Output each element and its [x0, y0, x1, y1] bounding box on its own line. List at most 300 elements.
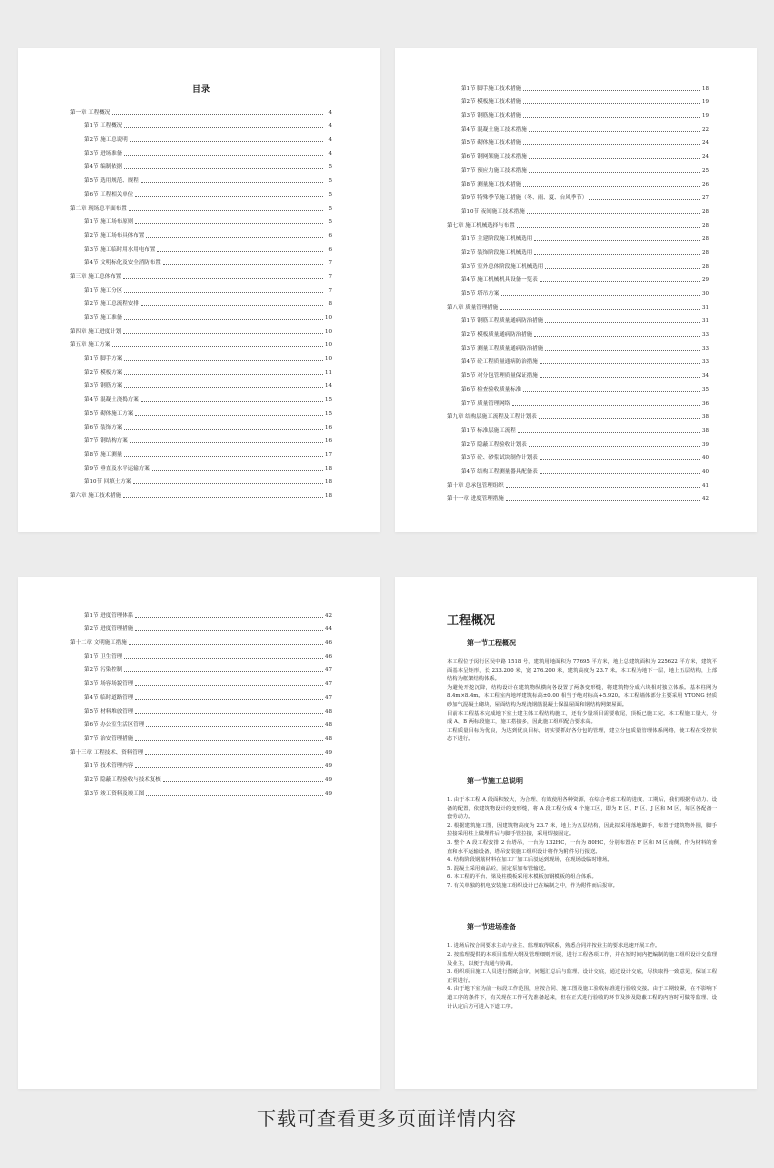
toc-entry [447, 393, 709, 407]
toc-entry-label: 第1节 标准层施工流程 [461, 427, 516, 434]
toc-leader-dots [146, 795, 323, 796]
toc-entry-label: 第3节 砼、砂浆试块制作计划表 [461, 455, 538, 462]
toc-entry-page: 28 [702, 263, 709, 270]
toc-entry-page: 10 [325, 342, 332, 349]
paragraph: 2. 按监理提供的本项目监理大纲及管理细则开展，进行工程各项工作，并在短时间内把编制的施工组织设计交监理及业主，以便于沟通与协调。 [447, 952, 717, 967]
toc-entry-page: 33 [702, 359, 709, 366]
toc-entry-label: 第2节 施工总流程安排 [84, 301, 139, 308]
toc-entry-label: 第3节 施工临时用水用电布置 [84, 246, 156, 253]
toc-leader-dots [124, 360, 323, 361]
toc-entry-page: 49 [325, 776, 332, 783]
toc-leader-dots [112, 114, 323, 115]
toc-entry-label: 第十二章 文明施工措施 [70, 640, 127, 647]
toc-entry [70, 646, 332, 660]
toc-entry [447, 379, 709, 393]
paragraph: 目前本工程基本完成地下室土建主体工程结构施工，还有少量项目需要收尾，顶板已施工完。本工程施工量大，分成 A、B 两标段施工，施工搭接多，因此施工组织配合要求高。 [447, 710, 717, 726]
toc-entry-page: 18 [702, 85, 709, 92]
toc-entry-label: 第7节 质量管理网络 [461, 400, 511, 407]
toc-entry [70, 225, 332, 239]
toc-leader-dots [529, 446, 700, 447]
toc-entry-label: 第8节 施工测量 [84, 451, 123, 458]
toc-entry-label: 第3节 施工准备 [84, 315, 123, 321]
toc-entry-page: 38 [702, 427, 709, 434]
toc-entry-label: 第9节 特殊季节施工措施（冬、雨、夏、台风季节） [461, 195, 588, 202]
toc-leader-dots [157, 251, 323, 252]
toc-entry-page: 18 [325, 479, 332, 486]
toc-leader-dots [124, 168, 323, 169]
toc-entry-page: 22 [702, 126, 709, 133]
toc-entry [70, 321, 332, 335]
toc-entry-label: 第2节 模板质量通病防治措施 [461, 332, 533, 339]
toc-entry [70, 701, 332, 715]
toc-entry-page: 48 [325, 735, 332, 742]
toc-entry [70, 756, 332, 770]
toc-entry-label: 第5节 砌体施工技术措施 [461, 140, 522, 147]
toc-entry-page: 48 [325, 722, 332, 729]
toc-entry [70, 660, 332, 674]
paragraph: 6. 本工程的平台、梁及柱模板采用木模板加钢模板的组合体系。 [447, 874, 597, 881]
toc-leader-dots [135, 223, 323, 224]
toc-entry-page: 6 [328, 232, 332, 239]
toc-entry-page: 10 [325, 315, 332, 321]
toc-entry [70, 783, 332, 797]
toc-entry [70, 239, 332, 253]
toc-leader-dots [589, 199, 700, 200]
toc-entry [447, 475, 709, 489]
toc-entry-page: 15 [325, 410, 332, 417]
toc-entry-page: 41 [702, 482, 709, 489]
toc-entry-label: 第2节 模板施工技术措施 [461, 99, 522, 106]
toc-leader-dots [141, 182, 323, 183]
toc-leader-dots [540, 459, 700, 460]
toc-leader-dots [133, 483, 323, 484]
toc-entry [447, 297, 709, 311]
paragraph: 1. 由于本工程 A 段面积较大，为合理、有效使用各种资源，在综合考虑工程的进度、工期后，我们根据劳动力、设备的配置，依建筑物设计的变形缝，将 A 段工程分成 4 个施工区，即为 E 区、F 区、J 区和 M 区，每区各配备一套劳动力。 [447, 796, 717, 821]
toc-entry [447, 407, 709, 421]
toc-entry-label: 第2节 进度管理措施 [84, 626, 134, 633]
toc-leader-dots [135, 617, 323, 618]
toc-entry-page: 29 [702, 277, 709, 284]
toc-entry-label: 第4节 编制依据 [84, 164, 123, 171]
toc-leader-dots [545, 268, 700, 269]
toc-entry-page: 24 [702, 140, 709, 147]
toc-entry-page: 36 [702, 400, 709, 407]
toc-entry-page: 17 [325, 451, 332, 458]
toc-entry [70, 143, 332, 157]
toc-entry-page: 46 [325, 653, 332, 660]
toc-leader-dots [512, 405, 700, 406]
toc-entry-label: 第6节 工程相关单位 [84, 191, 134, 198]
toc-leader-dots [124, 387, 323, 388]
toc-entry-label: 第4节 临时道路管理 [84, 694, 134, 701]
toc-leader-dots [527, 213, 700, 214]
toc-entry-page: 4 [328, 123, 332, 130]
toc-entry-page: 40 [702, 455, 709, 462]
toc-entry-page: 16 [325, 438, 332, 445]
toc-entry-page: 49 [325, 763, 332, 770]
toc-entry-label: 第二章 现场总平面布置 [70, 205, 127, 212]
toc-leader-dots [540, 281, 700, 282]
section-heading: 第一节工程概况 [467, 639, 516, 647]
toc-leader-dots [124, 456, 323, 457]
section-heading: 第一节施工总说明 [467, 776, 523, 785]
toc-entry [447, 119, 709, 133]
toc-entry-label: 第4节 混凝土施工技术措施 [461, 126, 527, 133]
toc-leader-dots [163, 264, 323, 265]
toc-leader-dots [517, 227, 700, 228]
toc-entry [447, 324, 709, 338]
toc-entry [70, 715, 332, 729]
toc-entry [70, 376, 332, 390]
toc-leader-dots [141, 305, 323, 306]
toc-leader-dots [146, 237, 323, 238]
toc-entry [70, 619, 332, 633]
toc-entry-label: 第7节 钢结构方案 [84, 438, 128, 445]
toc-entry [70, 294, 332, 308]
toc-entry [447, 174, 709, 188]
toc-leader-dots [135, 630, 323, 631]
toc-entry [447, 448, 709, 462]
toc-entry-page: 49 [325, 790, 332, 797]
toc-entry [447, 352, 709, 366]
toc-entry-label: 第5节 塔吊方案 [461, 291, 500, 297]
toc-entry-page: 39 [702, 441, 709, 448]
toc-entry-page: 19 [702, 113, 709, 120]
toc-entry [70, 403, 332, 417]
toc-entry-label: 第7节 预应力施工技术措施 [461, 167, 527, 174]
toc-leader-dots [123, 497, 323, 498]
toc-entry [70, 266, 332, 280]
toc-entry [70, 444, 332, 458]
toc-entry-page: 25 [702, 167, 709, 174]
toc-entry-label: 第1节 脚手方案 [84, 356, 123, 363]
section-body [447, 658, 717, 744]
toc-leader-dots [540, 377, 700, 378]
toc-entry-label: 第九章 结构层施工流程及工程计划表 [447, 414, 537, 421]
toc-leader-dots [145, 754, 323, 755]
toc-leader-dots [112, 346, 323, 347]
toc-entry [447, 133, 709, 147]
document-title: 工程概况 [447, 613, 496, 627]
toc-entry-page: 44 [325, 626, 332, 633]
toc-entry-page: 31 [702, 304, 709, 311]
toc-entry [70, 728, 332, 742]
toc-entry-label: 第1节 脚手施工技术措施 [461, 85, 522, 92]
toc-entry [70, 431, 332, 445]
content-page [395, 577, 757, 1089]
toc-entry-page: 28 [702, 222, 709, 229]
toc-entry-page: 27 [702, 195, 709, 202]
toc-entry-page: 14 [325, 383, 332, 390]
toc-entry-label: 第3节 室外总体阶段施工机械选用 [461, 263, 544, 270]
toc-leader-dots [539, 418, 700, 419]
toc-leader-dots [540, 363, 700, 364]
toc-entry-page: 19 [702, 99, 709, 106]
paragraph: 3. 组织项目施工人员进行图纸会审，问题汇总后与监理、设计交底，通过设计交底，尽快取得一致意见，保证工程正常进行。 [447, 969, 717, 984]
toc-entry-page: 10 [325, 356, 332, 363]
toc-entry [70, 417, 332, 431]
toc-entry-page: 6 [328, 246, 332, 253]
toc-entry-label: 第4节 混凝土浇捣方案 [84, 397, 139, 404]
toc-page-1 [18, 48, 380, 532]
toc-leader-dots [135, 699, 323, 700]
toc-list [447, 78, 709, 502]
toc-entry-label: 第1节 主建阶段施工机械选用 [461, 236, 533, 243]
toc-entry-page: 48 [325, 708, 332, 715]
toc-entry [447, 420, 709, 434]
toc-entry-label: 第3节 钢筋方案 [84, 383, 123, 390]
toc-entry-label: 第5节 砌体施工方案 [84, 410, 134, 417]
toc-entry-label: 第1节 进度管理体系 [84, 612, 134, 619]
section-body [447, 796, 717, 891]
toc-entry-label: 第5节 材料堆放管理 [84, 708, 134, 715]
toc-entry [70, 198, 332, 212]
toc-entry-label: 第4节 施工机械机具设备一览表 [461, 277, 538, 284]
toc-leader-dots [135, 685, 323, 686]
toc-entry [70, 389, 332, 403]
toc-leader-dots [123, 278, 323, 279]
toc-leader-dots [545, 322, 700, 323]
toc-entry-page: 38 [702, 414, 709, 421]
toc-leader-dots [500, 309, 700, 310]
toc-entry-label: 第1节 技术管理内容 [84, 763, 134, 770]
toc-entry [70, 253, 332, 267]
toc-leader-dots [124, 658, 323, 659]
toc-entry [447, 78, 709, 92]
toc-entry [70, 307, 332, 321]
toc-page-2 [395, 48, 757, 532]
toc-leader-dots [135, 767, 323, 768]
toc-entry [70, 472, 332, 486]
toc-leader-dots [540, 473, 700, 474]
toc-leader-dots [523, 90, 700, 91]
paragraph: 本工程位于闵行区吴中路 1518 号，建筑用地面积为 77695 平方米，地上总建筑面积为 225622 平方米，建筑平面基本呈矩形，长 233.200 米，宽 276.200 米，建筑高度为 23.7 米。本工程为地下一层，地上五层结构，上部结构为框架结构体系。 [447, 659, 717, 683]
toc-entry [447, 434, 709, 448]
toc-entry-label: 第十一章 进度管理措施 [447, 496, 504, 503]
toc-leader-dots [124, 127, 323, 128]
toc-entry-label: 第1节 施工分区 [84, 287, 123, 294]
toc-leader-dots [529, 172, 700, 173]
toc-entry-label: 第4节 砼工程质量通病防治措施 [461, 359, 538, 366]
toc-entry-label: 第2节 施工场布具体布置 [84, 232, 145, 239]
toc-entry [70, 212, 332, 226]
toc-entry [447, 242, 709, 256]
download-hint-text: 下载可查看更多页面详情内容 [256, 1108, 517, 1130]
toc-entry-page: 24 [702, 154, 709, 161]
toc-entry-label: 第一章 工程概况 [70, 109, 111, 116]
toc-leader-dots [124, 155, 323, 156]
toc-entry-label: 第十三章 工程技术、资料管理 [70, 749, 144, 756]
toc-leader-dots [141, 401, 323, 402]
toc-entry-page: 28 [702, 249, 709, 256]
toc-entry-page: 30 [702, 291, 709, 297]
toc-leader-dots [523, 144, 700, 145]
toc-entry-page: 49 [325, 749, 332, 756]
toc-leader-dots [529, 158, 700, 159]
toc-entry-page: 47 [325, 667, 332, 674]
toc-leader-dots [501, 295, 700, 296]
toc-entry-page: 7 [328, 260, 332, 267]
toc-entry [447, 338, 709, 352]
toc-entry-page: 28 [702, 236, 709, 243]
paragraph: 为避免开挖沉降，结构设计在建筑物纵横向各设置了两条变形缝，将建筑物分成六块相对独立体系。基本柱网为 8.4m×8.4m。本工程室内地坪建筑标高±0.00 相当于绝对标高+5.920。本工程墙体部分主要采用 YTONG 轻质砂加气混凝土砌块，屋面结构为现浇钢筋混凝土保温屋面和钢结构网架屋面。 [447, 684, 717, 708]
toc-entry-label: 第10节 夜间施工技术措施 [461, 208, 525, 215]
toc-entry-label: 第3节 钢筋施工技术措施 [461, 113, 522, 120]
toc-entry-label: 第六章 施工技术措施 [70, 492, 122, 499]
toc-entry-page: 4 [328, 109, 332, 116]
toc-entry-label: 第10节 回填土方案 [84, 479, 132, 486]
toc-entry [70, 632, 332, 646]
toc-entry-page: 35 [702, 386, 709, 393]
toc-entry-label: 第3节 测量工程质量通病防治措施 [461, 345, 544, 352]
toc-entry-page: 33 [702, 345, 709, 352]
toc-entry-page: 4 [328, 150, 332, 157]
toc-entry-label: 第八章 质量管理措施 [447, 304, 499, 311]
paragraph: 5. 混凝土采用商品砼，固定泵加布管输送。 [447, 865, 550, 872]
toc-leader-dots [135, 740, 323, 741]
toc-entry [447, 92, 709, 106]
toc-leader-dots [135, 196, 323, 197]
toc-entry [70, 335, 332, 349]
toc-leader-dots [523, 117, 700, 118]
toc-leader-dots [124, 319, 323, 320]
toc-entry-page: 5 [328, 178, 332, 185]
toc-entry [447, 201, 709, 215]
toc-entry-page: 40 [702, 468, 709, 475]
toc-entry [70, 170, 332, 184]
toc-entry [70, 184, 332, 198]
toc-entry-label: 第五章 施工方案 [70, 342, 111, 349]
toc-entry-label: 第2节 隐蔽工程验收与技术复核 [84, 776, 161, 783]
toc-entry-label: 第4节 文明标化及安全消防布置 [84, 260, 161, 267]
toc-entry [447, 311, 709, 325]
toc-entry-page: 16 [325, 424, 332, 431]
toc-entry-page: 47 [325, 681, 332, 688]
toc-entry-label: 第3节 场容场貌管理 [84, 681, 134, 688]
toc-entry-page: 31 [702, 318, 709, 325]
toc-entry-page: 18 [325, 465, 332, 472]
toc-list [70, 102, 332, 499]
toc-entry-label: 第三章 施工总体布置 [70, 273, 122, 280]
toc-leader-dots [124, 374, 323, 375]
toc-entry-page: 42 [325, 612, 332, 619]
paragraph: 4. 由于地下室为前一标段工作范围，应按合同、施工图及施工验收标准进行验收交接。由于工期较紧，在不影响下道工序的条件下，有关现在工作可先准备起来，但在正式进行验收的环节及涉及隐蔽工程的内容时可做等监理、设计认定后方可进入下道工序。 [447, 986, 717, 1010]
toc-entry-label: 第6节 检查验收质量标准 [461, 386, 522, 393]
toc-entry-page: 4 [328, 137, 332, 144]
toc-entry [447, 160, 709, 174]
toc-entry-label: 第2节 装饰阶段施工机械选用 [461, 249, 533, 256]
toc-leader-dots [146, 726, 323, 727]
toc-entry [70, 687, 332, 701]
toc-entry-page: 7 [328, 287, 332, 294]
toc-leader-dots [529, 131, 700, 132]
toc-entry-page: 11 [325, 369, 332, 376]
toc-entry [70, 102, 332, 116]
toc-entry [70, 116, 332, 130]
toc-entry [70, 673, 332, 687]
toc-entry-page: 5 [328, 219, 332, 226]
toc-leader-dots [534, 336, 700, 337]
toc-leader-dots [523, 391, 700, 392]
toc-entry [70, 280, 332, 294]
toc-entry-label: 第1节 卫生管理 [84, 653, 123, 660]
toc-entry-label: 第1节 工程概况 [84, 123, 123, 130]
toc-entry-label: 第5节 对分包管理质量保证措施 [461, 373, 538, 380]
toc-entry-label: 第四章 施工进度计划 [70, 328, 122, 335]
toc-entry-page: 10 [325, 328, 332, 335]
paragraph: 4. 结构阶段钢筋材料在加工厂加工后驳运到现场，在现场设临时堆场。 [447, 857, 613, 864]
toc-entry-label: 第2节 污染控制 [84, 667, 123, 674]
toc-leader-dots [130, 141, 323, 142]
section-body [447, 942, 717, 1011]
paragraph: 1. 进场后按合同要求主动与业主、监理取得联系，熟悉合同并按业主的要求迅速开展工作。 [447, 943, 661, 950]
toc-entry-label: 第9节 垂直及水平运输方案 [84, 465, 150, 472]
toc-leader-dots [129, 644, 323, 645]
toc-entry-page: 8 [328, 301, 332, 308]
toc-entry [447, 215, 709, 229]
paragraph: 3. 整个 A 段工程安排 2 台塔吊，一台为 132HC，一台为 80HC，分别布置在 F 区和 M 区南侧，作为材料的垂直和水平运输设备，塔吊安装施工组织设计将作为附件另行报送。 [447, 839, 717, 855]
toc-leader-dots [534, 240, 700, 241]
toc-entry [447, 146, 709, 160]
toc-leader-dots [506, 487, 700, 488]
toc-entry-page: 18 [325, 492, 332, 499]
toc-leader-dots [135, 415, 323, 416]
paragraph: 7. 有关单独的机电安装施工组织设计已在编制之中，作为附件而后报审。 [447, 882, 618, 889]
toc-leader-dots [135, 713, 323, 714]
toc-entry [70, 458, 332, 472]
toc-entry [70, 129, 332, 143]
toc-entry [70, 362, 332, 376]
toc-leader-dots [534, 254, 700, 255]
toc-leader-dots [124, 292, 323, 293]
toc-entry-label: 第七章 施工机械选择与布置 [447, 222, 515, 229]
toc-entry-page: 46 [325, 640, 332, 647]
toc-entry-page: 34 [702, 373, 709, 380]
toc-entry [447, 270, 709, 284]
toc-entry-label: 第6节 钢网架施工技术措施 [461, 154, 527, 161]
toc-entry [447, 365, 709, 379]
toc-leader-dots [124, 671, 323, 672]
toc-entry-label: 第7节 治安管理措施 [84, 735, 134, 742]
section-heading: 第一节进场准备 [467, 923, 516, 932]
toc-entry [447, 188, 709, 202]
toc-list [70, 605, 332, 797]
toc-entry-label: 第2节 模板方案 [84, 369, 123, 376]
toc-entry-label: 第1节 施工场布原则 [84, 219, 134, 226]
toc-entry-page: 47 [325, 694, 332, 701]
toc-entry-label: 第6节 装饰方案 [84, 424, 123, 431]
toc-entry-page: 15 [325, 397, 332, 404]
toc-entry [447, 256, 709, 270]
toc-entry [70, 348, 332, 362]
toc-entry-page: 5 [328, 205, 332, 212]
paragraph: 2. 根据建筑施工图，因建筑物高度为 23.7 米，地上为五层结构，因此拟采用落地脚手，布置于建筑物外围，脚手拉接采用柱上做埋件后与脚手管拉接，采用焊接固定。 [447, 822, 717, 838]
toc-leader-dots [523, 186, 700, 187]
toc-entry-label: 第6节 办公室生活区管理 [84, 722, 145, 729]
toc-entry-page: 42 [702, 496, 709, 503]
toc-entry [447, 461, 709, 475]
toc-leader-dots [523, 103, 700, 104]
toc-leader-dots [124, 429, 323, 430]
toc-page-3 [18, 577, 380, 1089]
toc-entry-label: 第4节 结构工程测量器具配备表 [461, 468, 538, 475]
toc-leader-dots [130, 442, 323, 443]
toc-entry-label: 第8节 测量施工技术措施 [461, 181, 522, 188]
toc-entry-label: 第2节 隐蔽工程验收计划表 [461, 441, 527, 448]
toc-entry [70, 485, 332, 499]
toc-leader-dots [129, 210, 323, 211]
toc-entry-page: 28 [702, 208, 709, 215]
